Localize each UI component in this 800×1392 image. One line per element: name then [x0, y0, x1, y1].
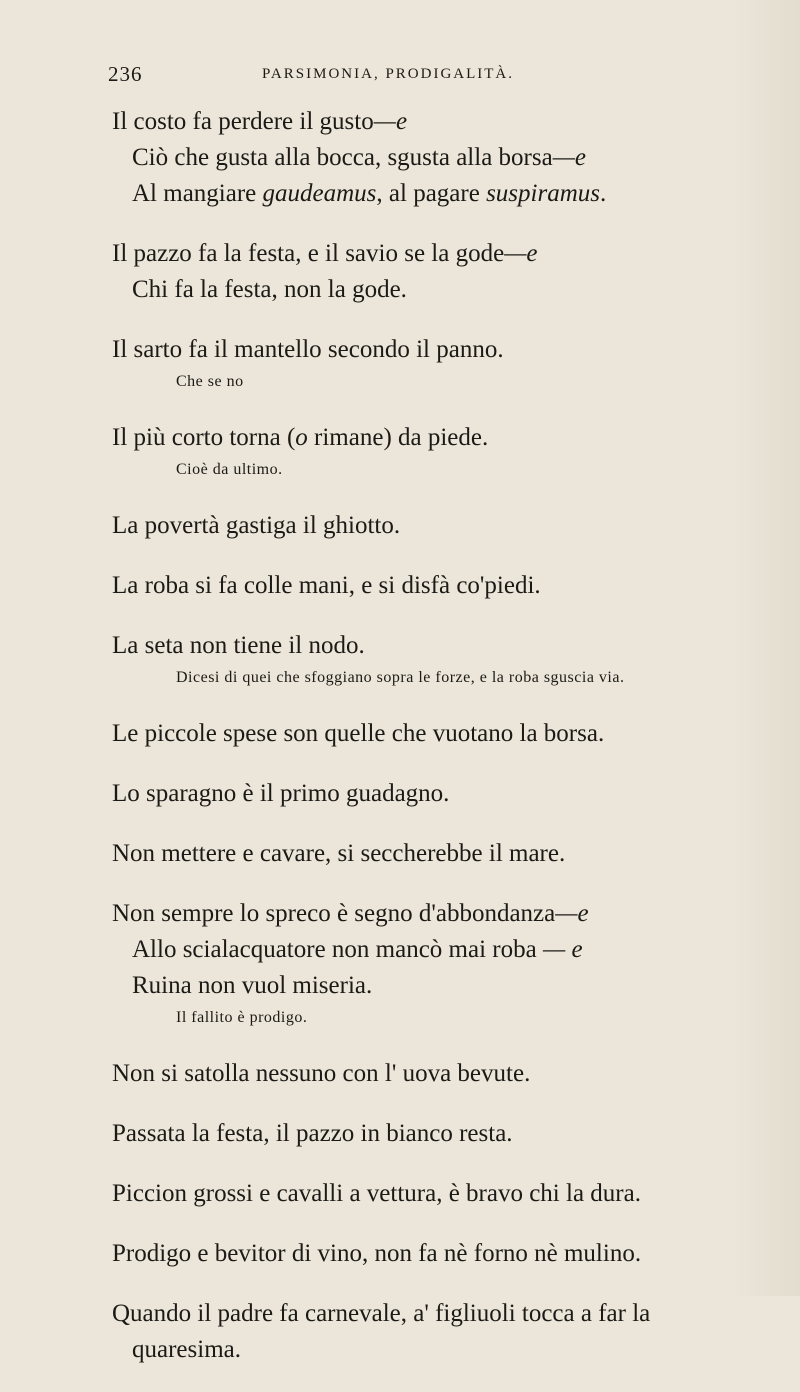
proverb-entry: [0, 1176, 800, 1212]
proverb-text: Piccion grossi e cavalli a vettura, è bravo chi la dura.: [112, 1180, 641, 1207]
proverb-entry: [0, 104, 800, 212]
proverb-text: Quando il padre fa carnevale, a' figliuoli tocca a far la: [112, 1300, 651, 1327]
proverb-entry: [0, 836, 800, 872]
proverb-entry: [0, 628, 800, 692]
proverb-line: [0, 932, 800, 968]
proverb-entry: [0, 420, 800, 484]
proverb-text: rimane) da piede.: [307, 424, 489, 451]
proverb-entry: [0, 508, 800, 544]
proverb-note: Dicesi di quei che sfoggiano sopra le forze, e la roba sguscia via.: [176, 669, 625, 686]
proverb-note: Cioè da ultimo.: [176, 461, 283, 478]
proverb-text: Passata la festa, il pazzo in bianco resta.: [112, 1120, 513, 1147]
proverb-entry: [0, 716, 800, 752]
proverb-text: Il sarto fa il mantello secondo il panno.: [112, 336, 504, 363]
variant-marker: —e: [552, 144, 587, 171]
proverb-line: [0, 272, 800, 308]
variant-marker: — e: [536, 936, 583, 963]
running-head: PARSIMONIA, PRODIGALITÀ.: [261, 66, 515, 82]
proverb-line: [0, 896, 800, 932]
page-number: 236: [108, 62, 143, 86]
proverb-line: [0, 716, 800, 752]
proverb-entry: [0, 568, 800, 604]
proverb-text: Non mettere e cavare, si seccherebbe il mare.: [112, 840, 566, 867]
proverb-line: [0, 332, 800, 368]
proverb-text: Al mangiare: [132, 180, 263, 207]
proverb-text: quaresima.: [132, 1336, 241, 1363]
page-header: [108, 62, 668, 92]
proverb-line: [0, 1332, 800, 1368]
proverb-line: [0, 568, 800, 604]
proverb-text: , al pagare: [376, 180, 487, 207]
latin-word: gaudeamus: [262, 180, 377, 207]
variant-marker: —e: [555, 900, 589, 927]
proverb-line: [0, 1056, 800, 1092]
proverb-list: [0, 104, 800, 1392]
proverb-text: La seta non tiene il nodo.: [112, 632, 365, 659]
latin-word: o: [295, 424, 308, 451]
proverb-text: Il più corto torna (: [112, 424, 296, 451]
proverb-line: [0, 968, 800, 1004]
proverb-entry: [0, 1116, 800, 1152]
proverb-entry: [0, 896, 800, 1032]
latin-word: suspiramus: [486, 180, 600, 207]
proverb-text: La roba si fa colle mani, e si disfà co'piedi.: [112, 572, 541, 599]
proverb-line: [0, 776, 800, 812]
proverb-line: [0, 836, 800, 872]
proverb-text: Non sempre lo spreco è segno d'abbondanza: [112, 900, 556, 927]
proverb-text: Le piccole spese son quelle che vuotano la borsa.: [112, 720, 605, 747]
proverb-line: [0, 236, 800, 272]
proverb-line: [0, 1116, 800, 1152]
proverb-entry: [0, 1296, 800, 1368]
proverb-note: Che se no: [176, 373, 244, 390]
proverb-entry: [0, 332, 800, 396]
proverb-entry: [0, 776, 800, 812]
proverb-text: Chi fa la festa, non la gode.: [132, 276, 407, 303]
proverb-line: [0, 1176, 800, 1212]
proverb-line: [0, 508, 800, 544]
proverb-entry: [0, 1056, 800, 1092]
variant-marker: —e: [504, 240, 538, 267]
variant-marker: —e: [373, 108, 408, 135]
proverb-text: Prodigo e bevitor di vino, non fa nè forno nè mulino.: [112, 1240, 642, 1267]
proverb-line: [0, 1236, 800, 1272]
proverb-note: Il fallito è prodigo.: [176, 1009, 308, 1026]
proverb-text: .: [599, 180, 607, 207]
proverb-text: Lo sparagno è il primo guadagno.: [112, 780, 450, 807]
proverb-text: Non si satolla nessuno con l' uova bevute.: [112, 1060, 531, 1087]
proverb-line: [0, 1296, 800, 1332]
proverb-text: Il pazzo fa la festa, e il savio se la gode: [112, 240, 505, 267]
proverb-text: Il costo fa perdere il gusto: [112, 108, 374, 135]
proverb-line: [0, 176, 800, 212]
proverb-text: Ciò che gusta alla bocca, sgusta alla borsa: [132, 144, 553, 171]
proverb-text: Allo scialacquatore non mancò mai roba: [132, 936, 537, 963]
proverb-text: La povertà gastiga il ghiotto.: [112, 512, 401, 539]
proverb-line: [0, 420, 800, 456]
proverb-entry: [0, 236, 800, 308]
proverb-entry: [0, 1236, 800, 1272]
proverb-line: [0, 104, 800, 140]
proverb-line: [0, 140, 800, 176]
proverb-text: Ruina non vuol miseria.: [132, 972, 373, 999]
proverb-line: [0, 628, 800, 664]
